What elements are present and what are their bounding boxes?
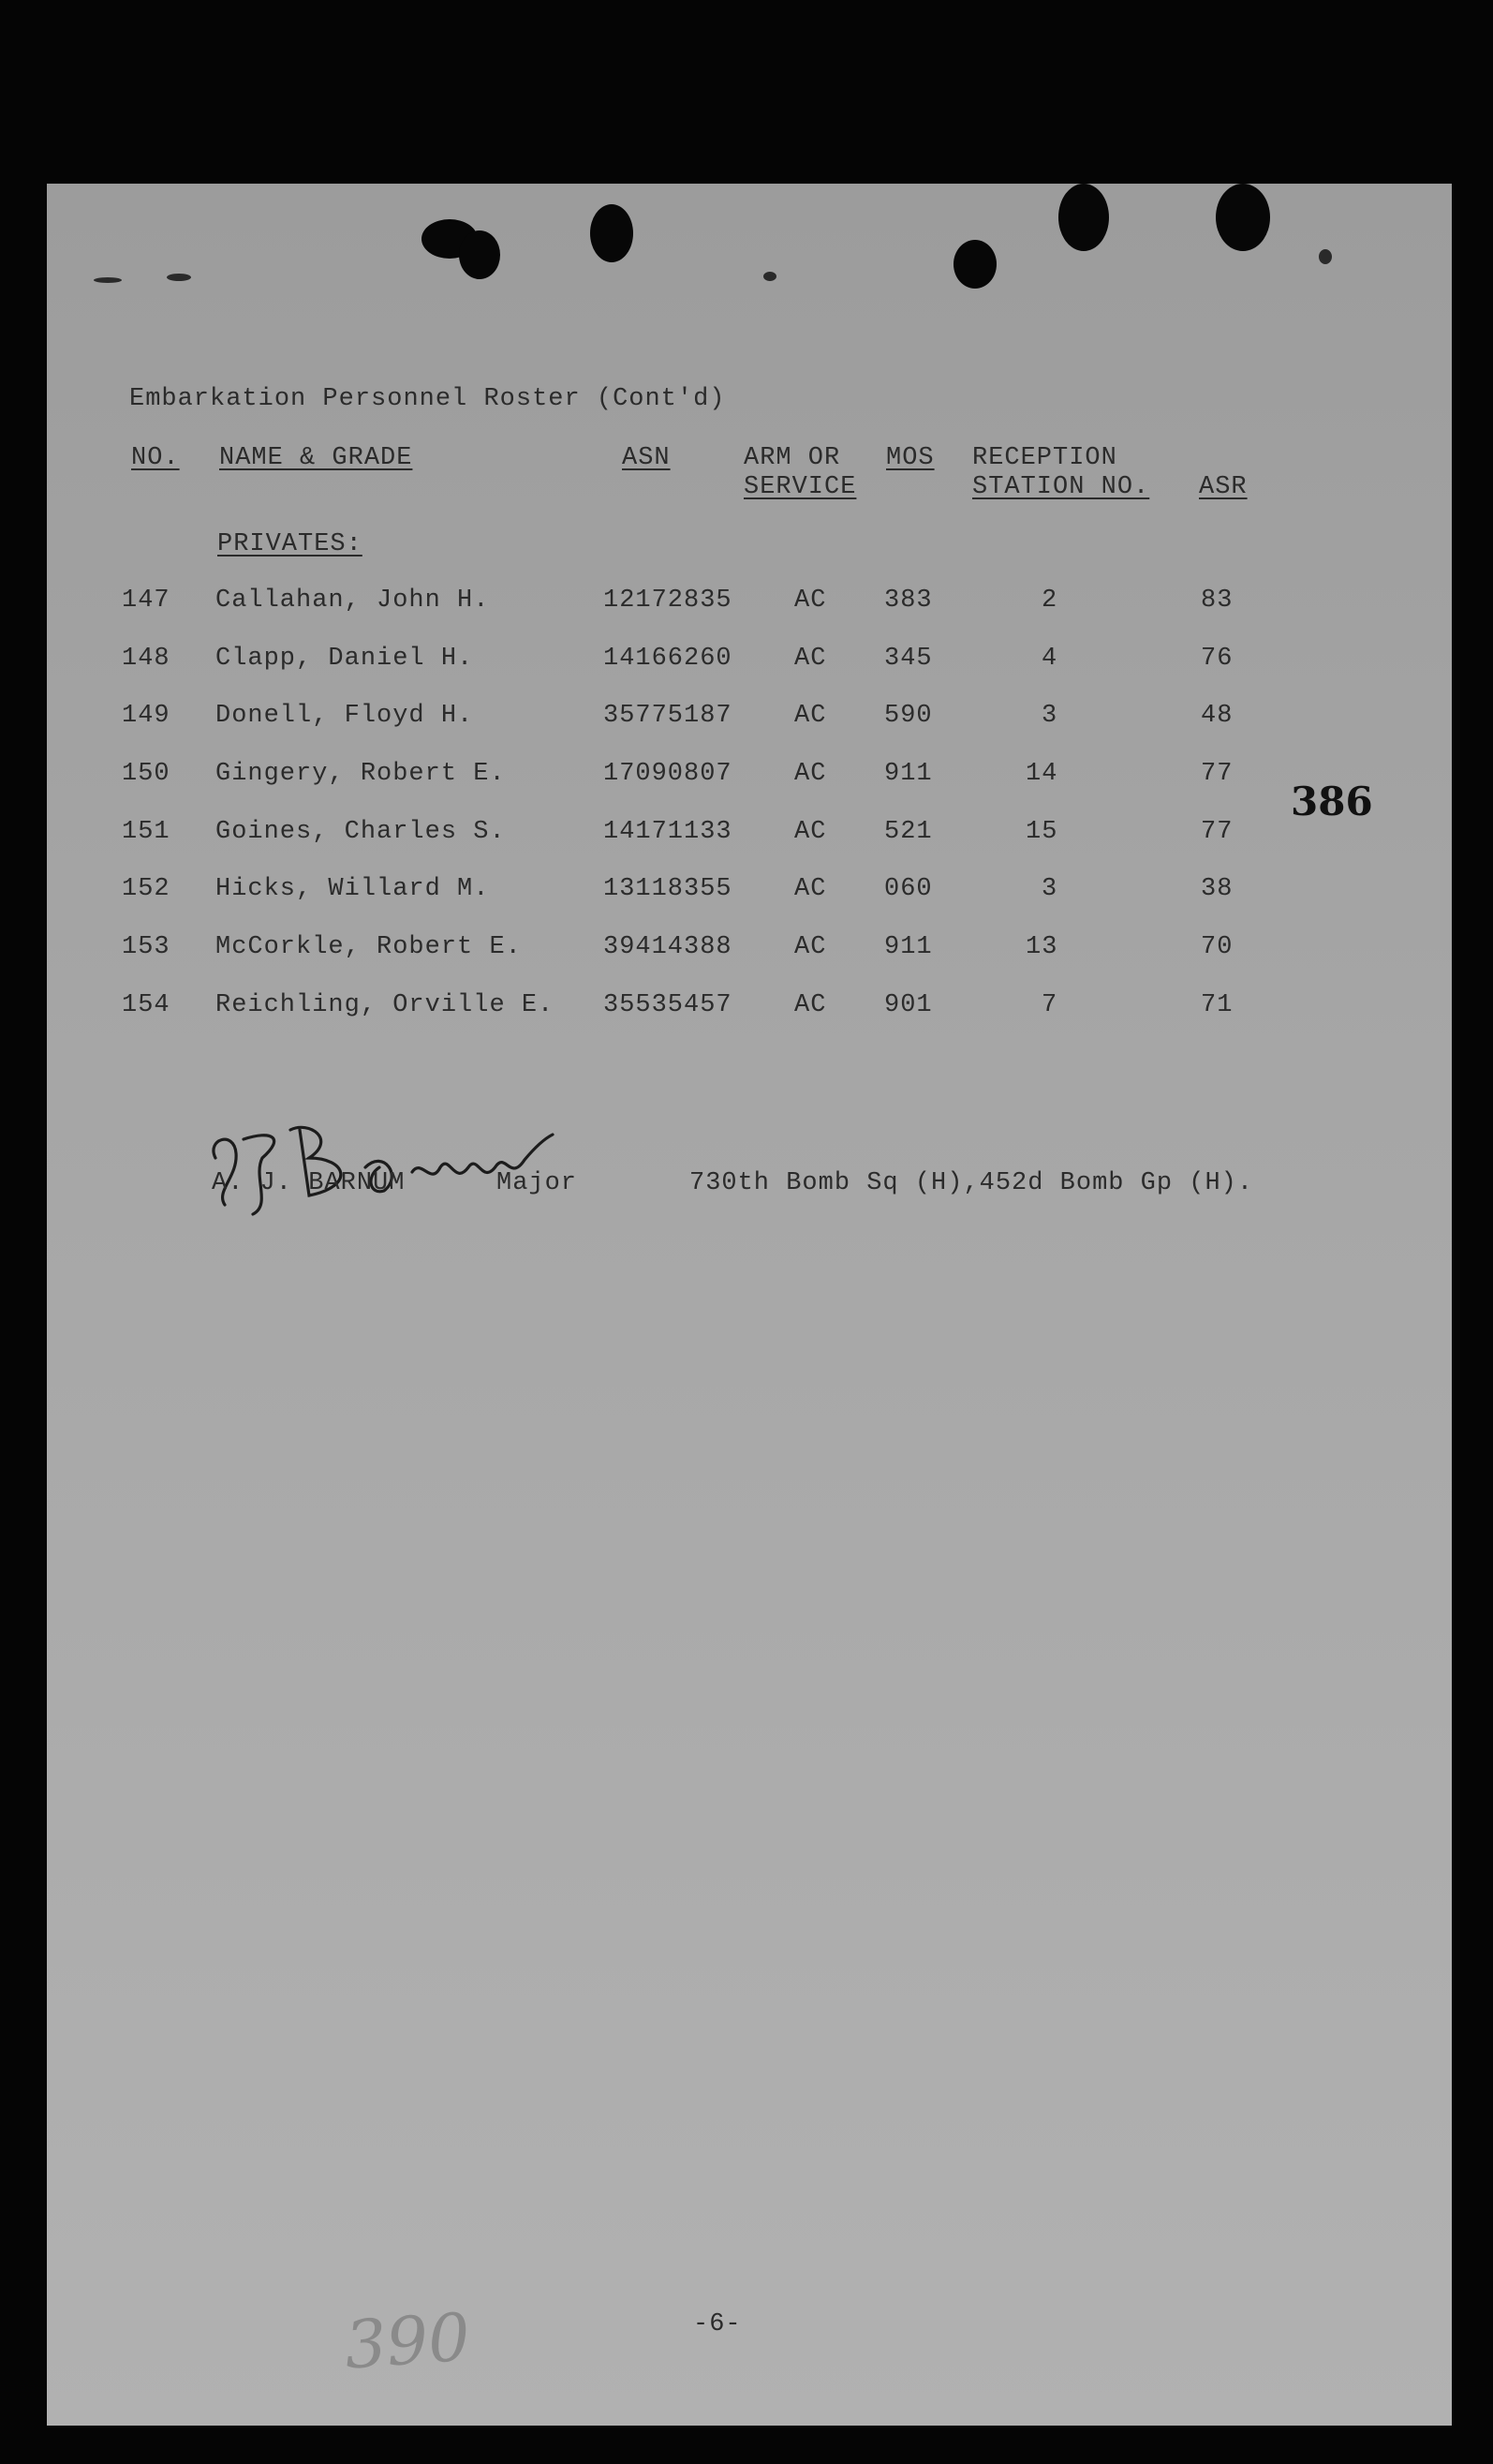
table-row [47, 645, 1452, 682]
row-arm: AC [794, 875, 827, 903]
row-mos: 383 [884, 586, 933, 615]
row-station: 13 [1026, 933, 1058, 961]
header-reception: RECEPTION [972, 444, 1117, 472]
punch-hole [590, 204, 633, 262]
handwritten-signature [197, 1102, 646, 1224]
row-no: 147 [122, 586, 170, 615]
row-asr: 48 [1201, 702, 1234, 730]
signer-name: A. J. BARNUM [212, 1169, 406, 1197]
speck [1319, 249, 1332, 264]
row-mos: 911 [884, 760, 933, 788]
row-station: 7 [1042, 991, 1058, 1019]
header-no: NO. [131, 444, 180, 472]
speck [167, 274, 191, 281]
row-mos: 521 [884, 818, 933, 846]
header-asn: ASN [622, 444, 671, 472]
row-asn: 17090807 [603, 760, 732, 788]
row-no: 149 [122, 702, 170, 730]
row-station: 15 [1026, 818, 1058, 846]
row-arm: AC [794, 991, 827, 1019]
header-mos: MOS [886, 444, 935, 472]
header-service: SERVICE [744, 473, 857, 501]
row-asn: 14166260 [603, 645, 732, 673]
row-station: 14 [1026, 760, 1058, 788]
row-arm: AC [794, 933, 827, 961]
header-name-grade: NAME & GRADE [219, 444, 413, 472]
row-asr: 76 [1201, 645, 1234, 673]
row-name: Gingery, Robert E. [215, 760, 506, 788]
row-name: McCorkle, Robert E. [215, 933, 522, 961]
table-row [47, 760, 1452, 797]
row-arm: AC [794, 702, 827, 730]
row-arm: AC [794, 760, 827, 788]
row-name: Goines, Charles S. [215, 818, 506, 846]
table-row [47, 991, 1452, 1029]
row-name: Clapp, Daniel H. [215, 645, 474, 673]
row-name: Donell, Floyd H. [215, 702, 474, 730]
row-asr: 71 [1201, 991, 1234, 1019]
table-row [47, 818, 1452, 855]
row-asn: 39414388 [603, 933, 732, 961]
row-name: Hicks, Willard M. [215, 875, 490, 903]
row-mos: 911 [884, 933, 933, 961]
header-asr: ASR [1199, 473, 1248, 501]
punch-hole [953, 240, 997, 289]
signer-rank: Major [496, 1169, 578, 1197]
row-mos: 060 [884, 875, 933, 903]
row-arm: AC [794, 645, 827, 673]
header-arm-or: ARM OR [744, 444, 841, 472]
speck [94, 277, 122, 283]
row-asr: 77 [1201, 818, 1234, 846]
row-mos: 345 [884, 645, 933, 673]
row-station: 3 [1042, 875, 1058, 903]
punch-hole [459, 230, 500, 279]
row-station: 4 [1042, 645, 1058, 673]
row-no: 153 [122, 933, 170, 961]
page-number: -6- [693, 2310, 742, 2338]
row-station: 3 [1042, 702, 1058, 730]
row-asn: 35535457 [603, 991, 732, 1019]
row-no: 152 [122, 875, 170, 903]
row-asr: 83 [1201, 586, 1234, 615]
table-row [47, 933, 1452, 971]
row-no: 148 [122, 645, 170, 673]
row-mos: 590 [884, 702, 933, 730]
row-name: Reichling, Orville E. [215, 991, 554, 1019]
row-mos: 901 [884, 991, 933, 1019]
row-name: Callahan, John H. [215, 586, 490, 615]
row-no: 150 [122, 760, 170, 788]
document-page [47, 184, 1452, 2426]
row-no: 151 [122, 818, 170, 846]
row-arm: AC [794, 818, 827, 846]
stamp-number: 386 [1291, 779, 1373, 824]
signer-unit: 730th Bomb Sq (H),452d Bomb Gp (H). [689, 1169, 1254, 1197]
roster-title: Embarkation Personnel Roster (Cont'd) [129, 385, 726, 413]
table-row [47, 586, 1452, 624]
speck [763, 272, 776, 281]
header-station-no: STATION NO. [972, 473, 1150, 501]
row-asr: 77 [1201, 760, 1234, 788]
table-row [47, 875, 1452, 913]
row-asn: 35775187 [603, 702, 732, 730]
row-asn: 12172835 [603, 586, 732, 615]
row-asn: 14171133 [603, 818, 732, 846]
row-arm: AC [794, 586, 827, 615]
row-asr: 70 [1201, 933, 1234, 961]
pencil-number: 390 [342, 2298, 473, 2384]
punch-hole [1216, 184, 1270, 251]
row-station: 2 [1042, 586, 1058, 615]
row-no: 154 [122, 991, 170, 1019]
row-asr: 38 [1201, 875, 1234, 903]
row-asn: 13118355 [603, 875, 732, 903]
section-label-privates: PRIVATES: [217, 530, 362, 558]
table-row [47, 702, 1452, 739]
punch-hole [1058, 184, 1109, 251]
